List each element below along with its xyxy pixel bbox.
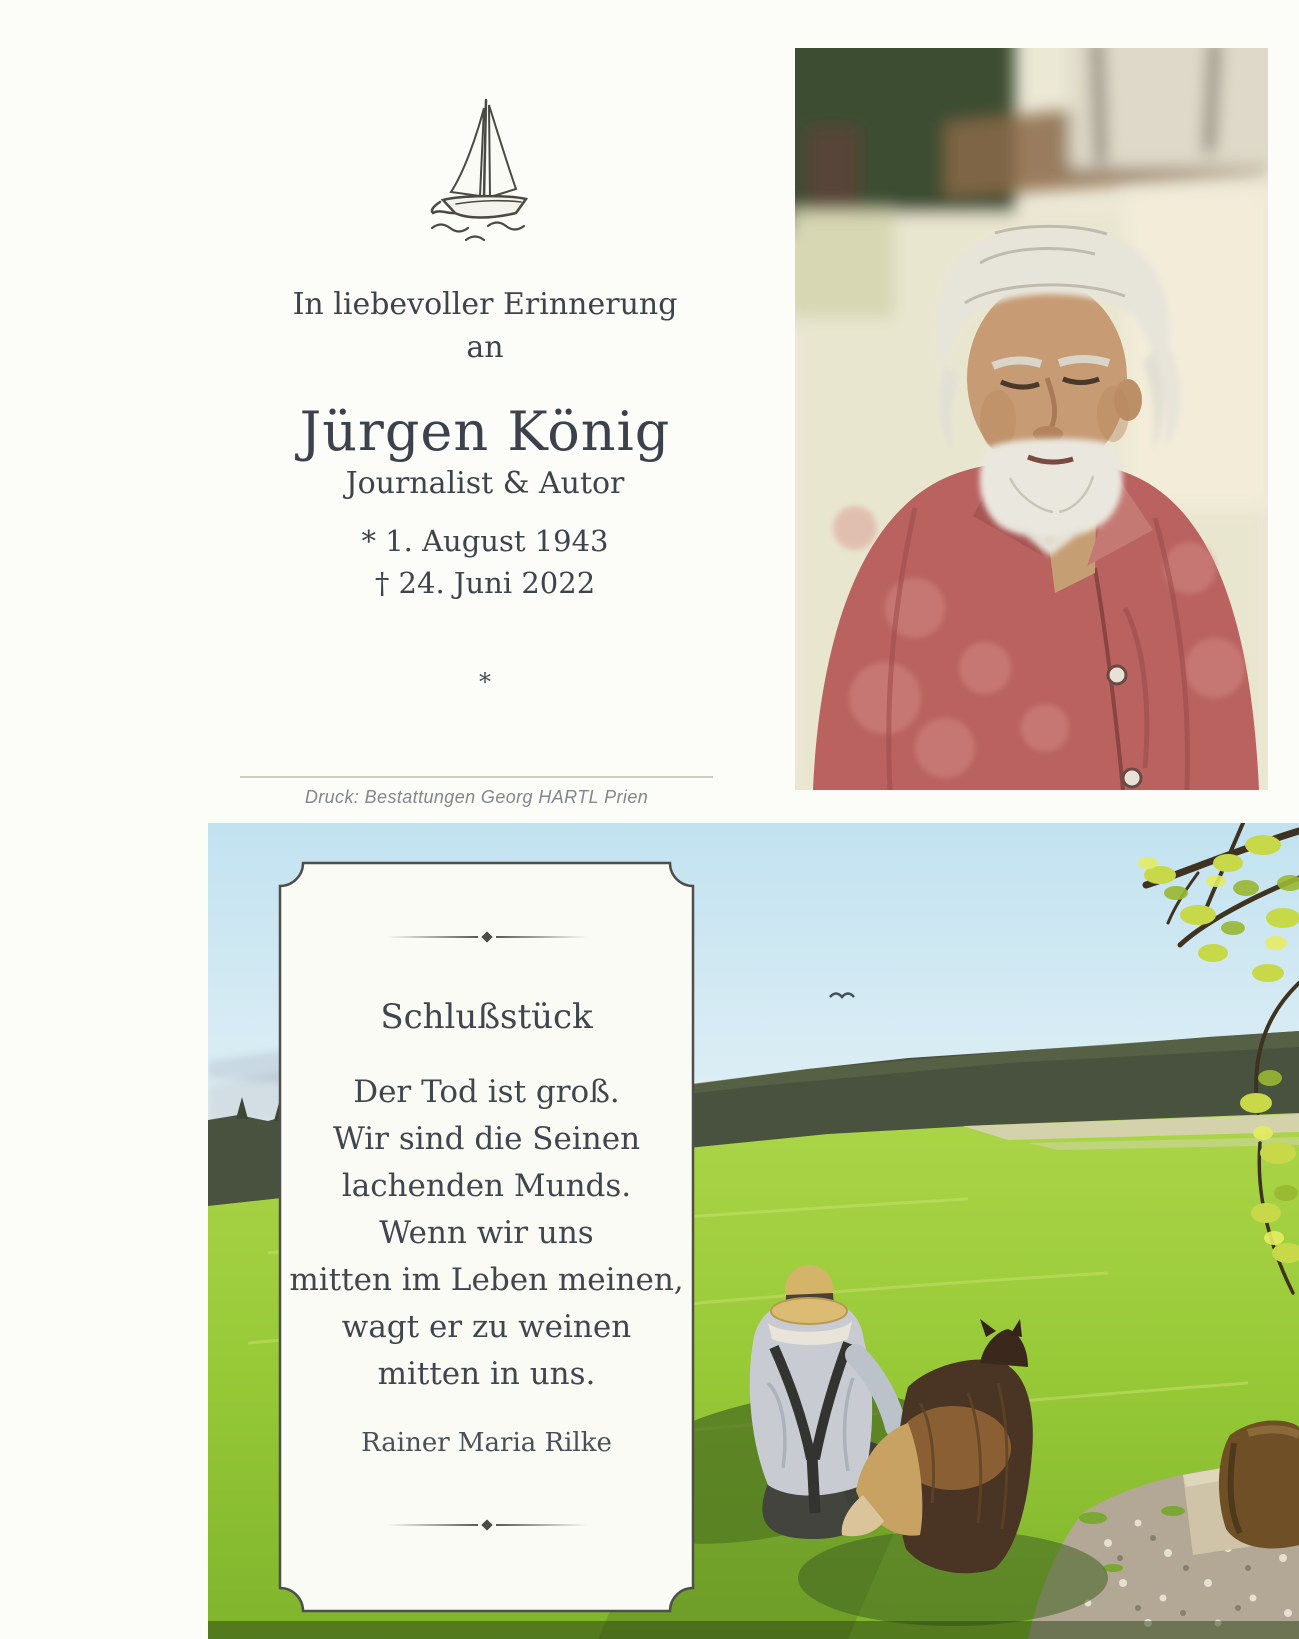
poem-line: lachenden Munds. bbox=[341, 1168, 632, 1204]
ornament-divider-top bbox=[387, 933, 587, 941]
birth-date: * 1. August 1943 bbox=[361, 524, 609, 558]
portrait-photo bbox=[795, 48, 1268, 790]
poem-line: mitten in uns. bbox=[377, 1356, 596, 1392]
printer-credit: Druck: Bestattungen Georg HARTL Prien bbox=[304, 787, 649, 807]
poem-line: mitten im Leben meinen, bbox=[289, 1262, 684, 1298]
poem-line: Wenn wir uns bbox=[379, 1215, 594, 1251]
bottom-grass-shadow bbox=[208, 1621, 1299, 1639]
ornament-divider-bottom bbox=[387, 1521, 587, 1529]
poem-line: wagt er zu weinen bbox=[341, 1309, 632, 1345]
memorial-front bbox=[252, 0, 718, 810]
diamond-icon bbox=[481, 931, 492, 942]
poem-line: Wir sind die Seinen bbox=[332, 1121, 641, 1157]
landscape-photo bbox=[208, 823, 1299, 1639]
death-date: † 24. Juni 2022 bbox=[374, 566, 596, 600]
ornament-line bbox=[387, 936, 478, 938]
separator-asterisk: * bbox=[479, 668, 491, 696]
sailboat-icon bbox=[410, 92, 560, 250]
ornament-line bbox=[387, 1524, 478, 1526]
poem-title: Schlußstück bbox=[380, 997, 593, 1037]
poem-card bbox=[280, 863, 693, 1611]
printer-rule bbox=[240, 776, 713, 778]
rucksack bbox=[1219, 1420, 1299, 1548]
poem-author: Rainer Maria Rilke bbox=[361, 1428, 612, 1458]
ornament-line bbox=[496, 1524, 587, 1526]
ornament-line bbox=[496, 936, 587, 938]
deceased-name: Jürgen König bbox=[299, 400, 671, 463]
poem-line: Der Tod ist groß. bbox=[353, 1074, 620, 1110]
intro-line-1: In liebevoller Erinnerung bbox=[292, 287, 678, 322]
portrait-illustration bbox=[795, 48, 1268, 790]
profession-line: Journalist & Autor bbox=[345, 466, 625, 501]
diamond-icon bbox=[481, 1519, 492, 1530]
intro-line-2: an bbox=[466, 330, 504, 365]
poem-body bbox=[280, 1069, 693, 1398]
